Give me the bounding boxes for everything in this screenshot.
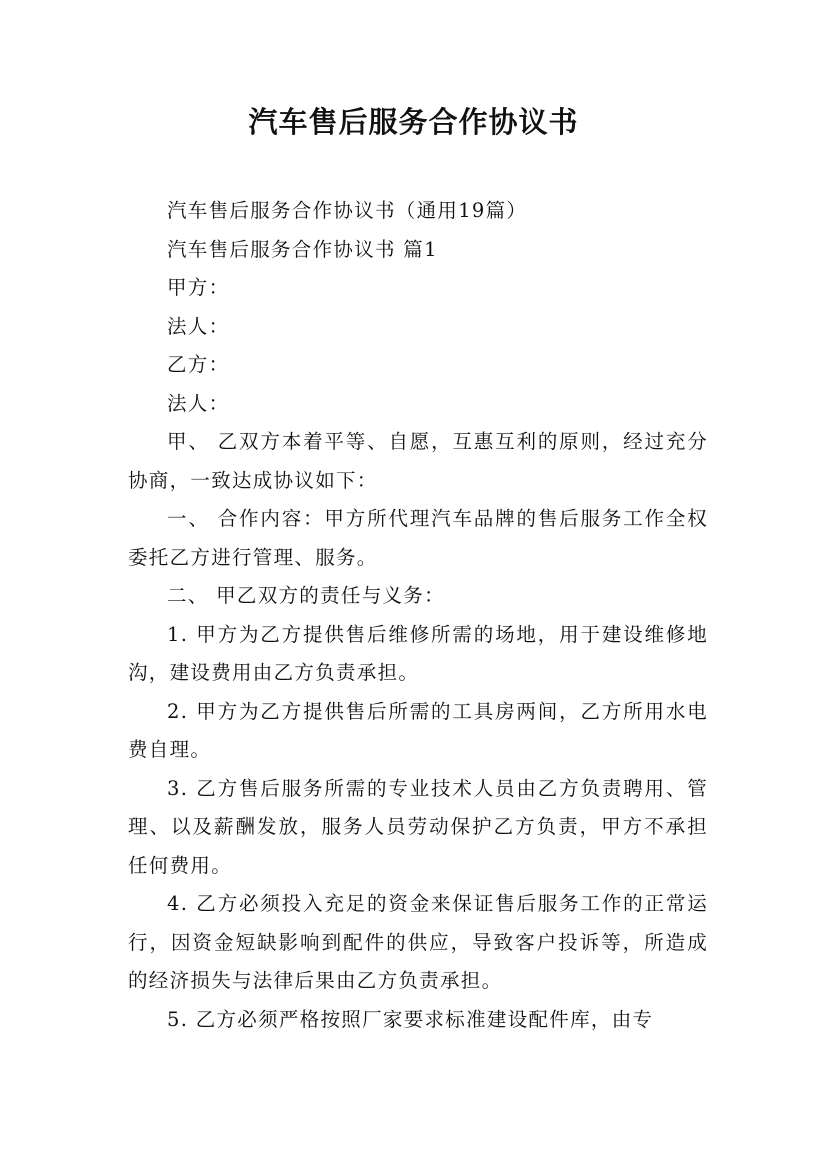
document-body: [128, 192, 708, 1039]
paragraph-item-5: 5. 乙方必须严格按照厂家要求标准建设配件库，由专: [167, 1007, 654, 1031]
paragraph-section-heading: 汽车售后服务合作协议书 篇1: [167, 237, 438, 261]
paragraph-item-3: 3. 乙方售后服务所需的专业技术人员由乙方负责聘用、管理、以及薪酬发放，服务人员劳动保护乙方负责，甲方不承担任何费用。: [128, 776, 708, 877]
paragraph-collection-title: 汽车售后服务合作协议书（通用19篇）: [167, 199, 528, 222]
paragraph-item-4: 4. 乙方必须投入充足的资金来保证售后服务工作的正常运行，因资金短缺影响到配件的供应，导致客户投诉等，所造成的经济损失与法律后果由乙方负责承担。: [128, 892, 708, 992]
paragraph-clause-2-heading: 二、 甲乙双方的责任与义务：: [167, 584, 445, 607]
paragraph-party-a: 甲方：: [167, 276, 230, 299]
paragraph-item-2: 2. 甲方为乙方提供售后所需的工具房两间，乙方所用水电费自理。: [128, 699, 708, 761]
paragraph-clause-1: 一、 合作内容：甲方所代理汽车品牌的售后服务工作全权委托乙方进行管理、服务。: [128, 507, 708, 569]
document-title: 汽车售后服务合作协议书: [248, 105, 579, 139]
paragraph-item-1: 1. 甲方为乙方提供售后维修所需的场地，用于建设维修地沟，建设费用由乙方负责承担。: [128, 622, 708, 684]
paragraph-party-a-legal-person: 法人：: [167, 314, 230, 338]
paragraph-party-b-legal-person: 法人：: [167, 391, 230, 415]
paragraph-preamble: 甲、 乙双方本着平等、自愿，互惠互利的原则，经过充分协商，一致达成协议如下：: [128, 430, 708, 492]
paragraph-party-b: 乙方：: [167, 353, 230, 376]
